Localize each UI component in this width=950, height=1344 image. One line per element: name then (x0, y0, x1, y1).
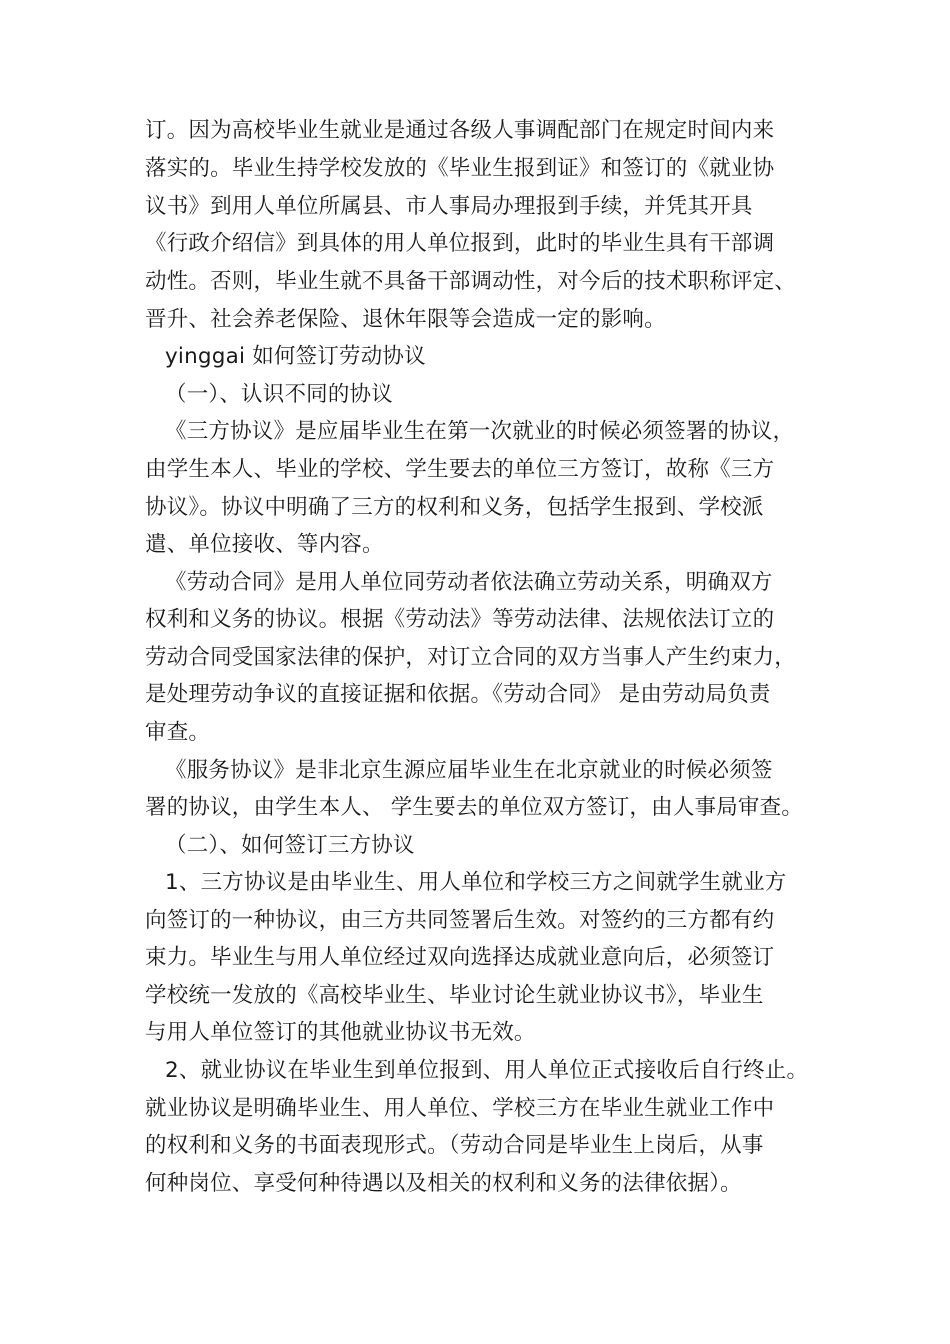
section-heading: yinggai 如何签订劳动协议 (165, 344, 426, 369)
text-line: 学校统一发放的《高校毕业生、毕业讨论生就业协议书》，毕业生 (145, 983, 764, 1008)
text-line: 权利和义务的协议。根据《劳动法》等劳动法律、法规依法订立的 (145, 607, 775, 632)
list-item-start: 1、三方协议是由毕业生、用人单位和学校三方之间就学生就业方 (165, 870, 787, 895)
text-line: 议书》到用人单位所属县、市人事局办理报到手续，并凭其开具 (145, 194, 753, 219)
list-item-start: 2、就业协议在毕业生到单位报到、用人单位正式接收后自行终止。 (165, 1058, 809, 1083)
text-line: 协议》。协议中明确了三方的权利和义务，包括学生报到、学校派 (145, 495, 764, 520)
text-line: 遣、单位接收、等内容。 (145, 532, 384, 557)
text-line: 劳动合同受国家法律的保护，对订立合同的双方当事人产生约束力， (145, 645, 797, 670)
paragraph-start: 《三方协议》是应届毕业生在第一次就业的时候必须签署的协议， (165, 419, 795, 444)
text-line: 订。因为高校毕业生就业是通过各级人事调配部门在规定时间内来 (145, 118, 775, 143)
text-line: 就业协议是明确毕业生、用人单位、学校三方在毕业生就业工作中 (145, 1096, 775, 1121)
text-line: 《行政介绍信》到具体的用人单位报到，此时的毕业生具有干部调 (145, 231, 775, 256)
text-line: 动性。否则，毕业生就不具备干部调动性，对今后的技术职称评定、 (145, 269, 797, 294)
paragraph-start: 《劳动合同》是用人单位同劳动者依法确立劳动关系，明确双方 (165, 570, 773, 595)
text-line: 署的协议，由学生本人、 学生要去的单位双方签订，由人事局审查。 (145, 795, 804, 820)
text-line: 落实的。毕业生持学校发放的《毕业生报到证》和签订的《就业协 (145, 156, 775, 181)
text-line: 束力。毕业生与用人单位经过双向选择达成就业意向后，必须签订 (145, 945, 775, 970)
text-line: 晋升、社会养老保险、退休年限等会造成一定的影响。 (145, 307, 666, 332)
subsection-heading: （二）、如何签订三方协议 (165, 833, 415, 858)
text-line: 向签订的一种协议，由三方共同签署后生效。对签约的三方都有约 (145, 908, 775, 933)
paragraph-start: 《服务协议》是非北京生源应届毕业生在北京就业的时候必须签 (165, 758, 773, 783)
text-line: 审查。 (145, 720, 211, 745)
text-line: 与用人单位签订的其他就业协议书无效。 (145, 1020, 536, 1045)
text-line: 的权利和义务的书面表现形式。（劳动合同是毕业生上岗后，从事 (145, 1133, 764, 1158)
subsection-heading: （一）、认识不同的协议 (165, 382, 393, 407)
text-line: 是处理劳动争议的直接证据和依据。《劳动合同》 是由劳动局负责 (145, 682, 771, 707)
text-line: 由学生本人、毕业的学校、学生要去的单位三方签订，故称《三方 (145, 457, 775, 482)
text-line: 何种岗位、享受何种待遇以及相关的权利和义务的法律依据）。 (145, 1171, 742, 1196)
